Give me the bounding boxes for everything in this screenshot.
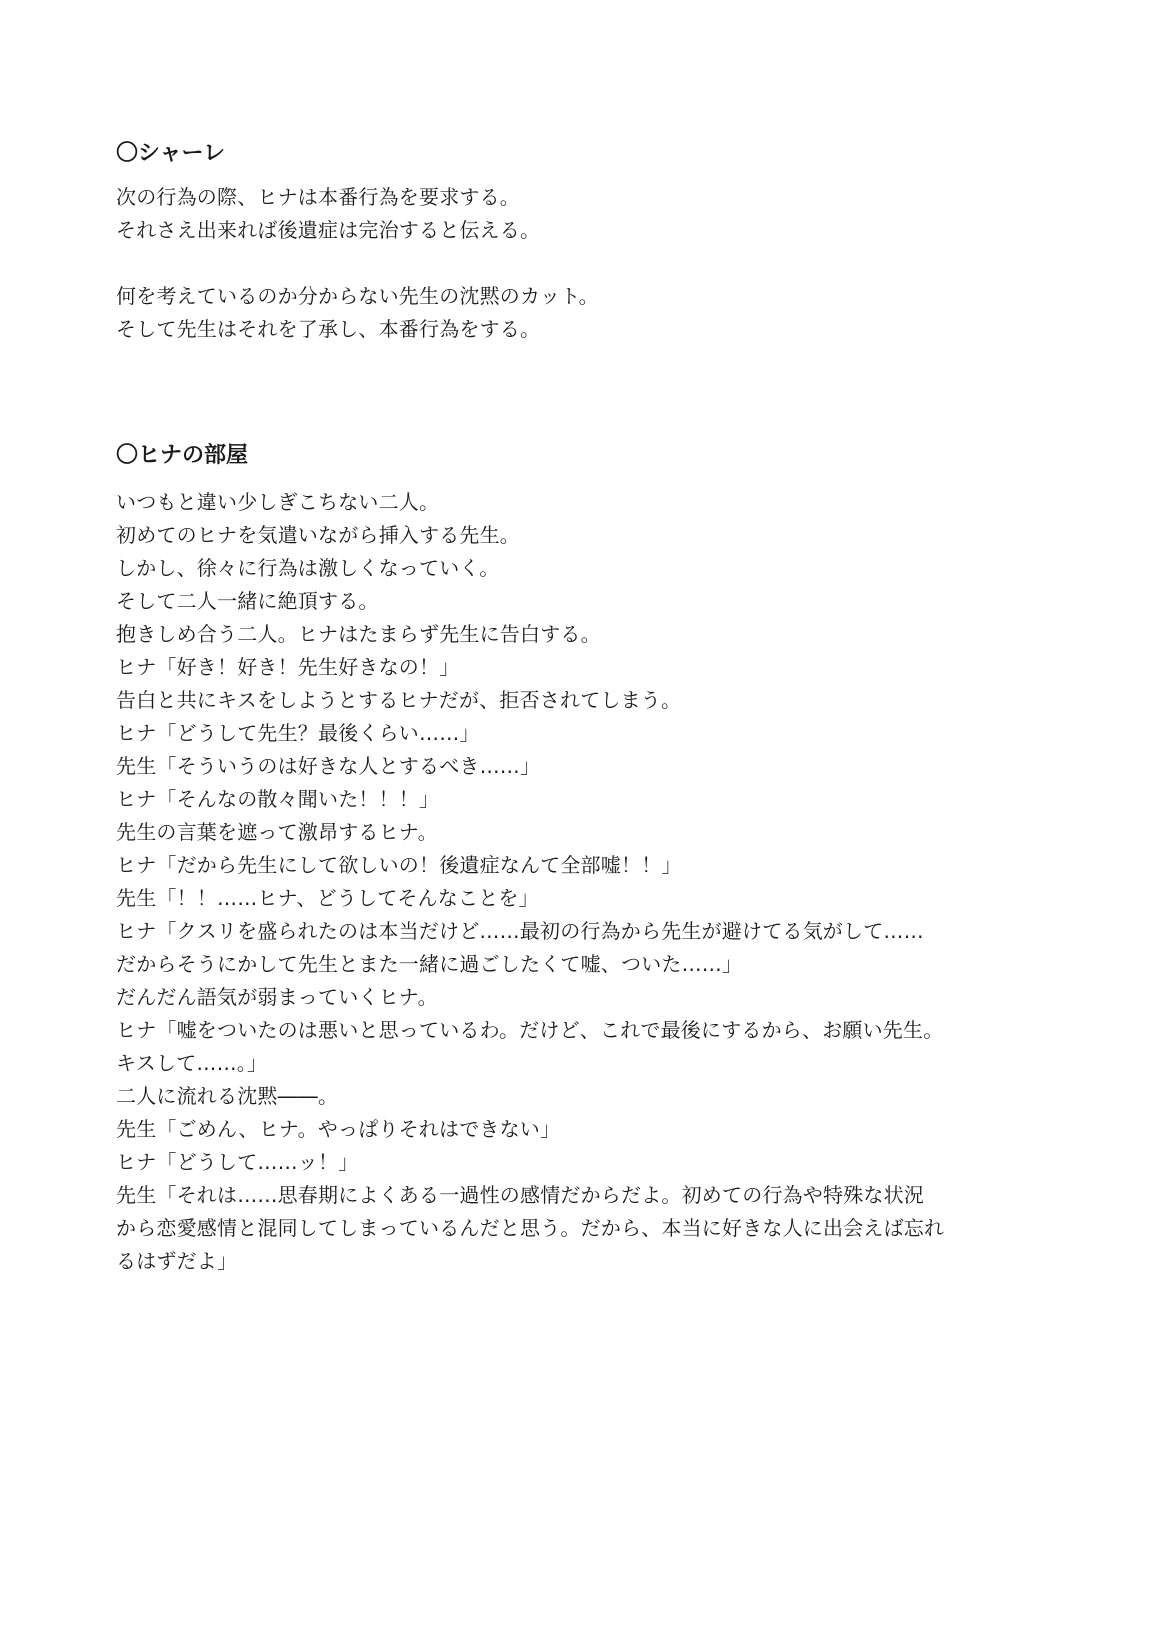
- dialogue-line: だからそうにかして先生とまた一緒に過ごしたくて嘘、ついた……」: [116, 952, 743, 976]
- text-line: それさえ出来れば後遺症は完治すると伝える。: [116, 218, 541, 242]
- dialogue-line: ヒナ「どうして……ッ！」: [116, 1150, 359, 1174]
- scene-heading: 〇ヒナの部屋: [116, 443, 249, 468]
- dialogue-line: ヒナ「クスリを盛られたのは本当だけど……最初の行為から先生が避けてる気がして……: [116, 919, 924, 943]
- text-line: だんだん語気が弱まっていくヒナ。: [116, 985, 438, 1009]
- text-line: いつもと違い少しぎこちない二人。: [116, 490, 440, 514]
- dialogue-line: 先生「それは……思春期によくある一過性の感情だからだよ。初めての行為や特殊な状況: [116, 1183, 924, 1207]
- text-line: そして先生はそれを了承し、本番行為をする。: [116, 317, 541, 341]
- dialogue-line: ヒナ「好き！好き！先生好きなの！」: [116, 655, 460, 679]
- text-line: 告白と共にキスをしようとするヒナだが、拒否されてしまう。: [116, 688, 682, 712]
- text-line: 次の行為の際、ヒナは本番行為を要求する。: [116, 185, 520, 209]
- dialogue-line: キスして……。」: [116, 1051, 268, 1075]
- dialogue-line: 先生「！！……ヒナ、どうしてそんなことを」: [116, 886, 539, 910]
- dialogue-line: ヒナ「そんなの散々聞いた！！！」: [116, 787, 440, 811]
- text-line: 先生の言葉を遮って激昂するヒナ。: [116, 820, 438, 844]
- scene-body: [116, 181, 1036, 346]
- text-line: しかし、徐々に行為は激しくなっていく。: [116, 556, 500, 580]
- dialogue-line: ヒナ「どうして先生？最後くらい……」: [116, 721, 480, 745]
- text-line: 抱きしめ合う二人。ヒナはたまらず先生に告白する。: [116, 622, 601, 646]
- scene-section-shale: [116, 135, 1036, 346]
- dialogue-line: ヒナ「嘘をついたのは悪いと思っているわ。だけど、これで最後にするから、お願い先生。: [116, 1018, 944, 1042]
- text-line: 二人に流れる沈黙――。: [116, 1084, 339, 1108]
- dialogue-line: から恋愛感情と混同してしまっているんだと思う。だから、本当に好きな人に出会えば忘れ: [116, 1216, 945, 1240]
- text-line: そして二人一緒に絶頂する。: [116, 589, 379, 613]
- paragraph: [116, 280, 1036, 346]
- dialogue-line: ヒナ「だから先生にして欲しいの！後遺症なんて全部嘘！！」: [116, 853, 682, 877]
- dialogue-line: 先生「そういうのは好きな人とするべき……」: [116, 754, 541, 778]
- scene-heading: 〇シャーレ: [116, 141, 226, 166]
- text-line: 何を考えているのか分からない先生の沈黙のカット。: [116, 284, 599, 308]
- scene-section-hina-room: [116, 437, 1036, 1278]
- dialogue-line: るはずだよ」: [116, 1249, 238, 1273]
- scene-body: [116, 486, 1036, 1278]
- text-line: 初めてのヒナを気遣いながら挿入する先生。: [116, 523, 520, 547]
- dialogue-line: 先生「ごめん、ヒナ。やっぱりそれはできない」: [116, 1117, 561, 1141]
- paragraph: [116, 181, 1036, 247]
